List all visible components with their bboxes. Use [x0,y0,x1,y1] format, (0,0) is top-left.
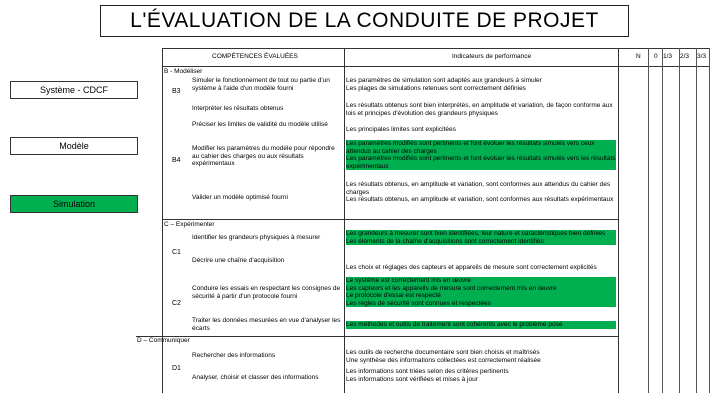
indicator-c1-1 [346,230,616,245]
competence-c2-2: Traiter les données mesurées en vue d'analyser les écarts [192,317,341,332]
indicator-line: Les capteurs et les appareils de mesure sont correctement mis en œuvre [346,284,557,292]
code-b4: B4 [172,157,181,164]
indicator-line: Le système est correctement mis en œuvre [346,277,471,284]
side-label-simulation: Simulation [10,195,138,213]
indicator-line: Les paramètres modifiés sont pertinents et font évoluer les résultats simulés vers ceux attendus au cahier des charges [346,140,595,155]
indicator-column-border [618,48,619,393]
header-indicateurs: Indicateurs de performance [452,53,532,60]
indicator-line: Les résultats obtenus sont bien interprétés, en amplitude et variation, de façon conforme aux lois et principes d'évolution des grandeurs physiques [346,102,613,117]
level-col-line [679,48,680,393]
indicator-line: Les résultats obtenus, en amplitude et variation, sont conformes aux résultats expérimentaux [346,196,614,203]
competence-c1-2: Décrire une chaîne d'acquisition [192,257,285,264]
indicator-line: Les règles de sécurité sont connues et respectées [346,299,491,307]
competence-c2-1: Conduire les essais en respectant les consignes de sécurité à partir d'un protocole fourni [192,285,341,300]
page-title: L'ÉVALUATION DE LA CONDUITE DE PROJET [100,5,629,37]
header-level-3-3: 3/3 [697,53,707,60]
indicator-line: Les principales limites sont explicitées [346,126,456,133]
indicator-d1-1 [346,349,616,364]
competence-d1-2: Analyser, choisir et classer des informations [192,374,319,381]
level-col-line [709,48,710,393]
side-label-systeme: Système - CDCF [10,81,138,99]
competence-b4-2: Modifier les paramètres du modèle pour répondre au cahier des charges ou aux résultats expérimentaux [192,145,335,167]
indicator-line: Le protocole d'essai est respecté [346,292,441,299]
section-c-title: C – Expérimenter [164,221,215,228]
indicator-b3-1 [346,77,616,92]
competence-c1-1: Identifier les grandeurs physiques à mesurer [192,234,321,241]
level-grid [620,48,710,393]
header-level-1-3: 1/3 [663,53,673,60]
indicator-b3-2 [346,102,616,117]
indicator-c2-1 [346,277,616,307]
section-d-divider [136,336,618,337]
header-level-0: 0 [654,53,658,60]
indicator-line: Les informations sont vérifiées et mises à jour [346,375,478,383]
side-label-modele: Modèle [10,137,138,155]
indicator-line: Les plages de simulations retenues sont correctement définies [346,84,526,92]
indicator-line: Les outils de recherche documentaire sont bien choisis et maîtrisés [346,349,540,356]
competence-b3-2: Interpréter les résultats obtenus [192,105,284,112]
indicator-c2-2 [346,321,616,329]
indicator-d1-2 [346,368,616,383]
competence-b3-1: Simuler le fonctionnement de tout ou partie d'un système à l'aide d'un modèle fourni [192,77,330,92]
code-b3: B3 [172,88,181,95]
code-c2: C2 [172,300,181,307]
competence-b4-3: Valider un modèle optimisé fourni [192,194,288,201]
code-c1: C1 [172,249,181,256]
competence-column-border [344,48,345,393]
section-b-title: B - Modéliser [164,68,203,75]
indicator-line: Les choix et réglages des capteurs et appareils de mesure sont correctement explicités [346,264,597,271]
section-d-title: D – Communiquer [137,337,190,344]
header-level-n: N [636,53,641,60]
indicator-c1-2 [346,264,616,272]
indicator-line: Une synthèse des informations collectées est correctement réalisée [346,356,541,364]
indicator-line: Les paramètres de simulation sont adaptés aux grandeurs à simuler [346,77,542,84]
indicator-line: Les informations sont triées selon des critères pertinents [346,368,509,375]
section-c-divider [162,219,618,220]
level-col-line [696,48,697,393]
competence-b4-1: Préciser les limites de validité du modèle utilisé [192,121,328,128]
indicator-line: Les résultats obtenus, en amplitude et variation, sont conformes aux attendus du cahier des charges [346,181,611,196]
level-col-line [662,48,663,393]
indicator-b4-2 [346,140,616,170]
header-level-2-3: 2/3 [680,53,690,60]
indicator-b4-3 [346,181,616,204]
code-d1: D1 [172,365,181,372]
indicator-line: Les éléments de la chaîne d'acquisitions sont correctement identifiés [346,237,544,245]
indicator-line: Les paramètres modifiés sont pertinents et font évoluer les résultats simulés vers les résultats expérimentaux [346,155,616,170]
indicator-b4-1 [346,126,616,134]
level-col-line [648,48,649,393]
competence-d1-1: Rechercher des informations [192,352,276,359]
indicator-line: Les grandeurs à mesurer sont bien identifiées, leur nature et caractéristiques bien définies [346,230,606,237]
header-competences: COMPÉTENCES ÉVALUÉES [212,53,298,60]
indicator-line: Les méthodes et outils de traitement sont cohérents avec le problème posé [346,321,563,328]
